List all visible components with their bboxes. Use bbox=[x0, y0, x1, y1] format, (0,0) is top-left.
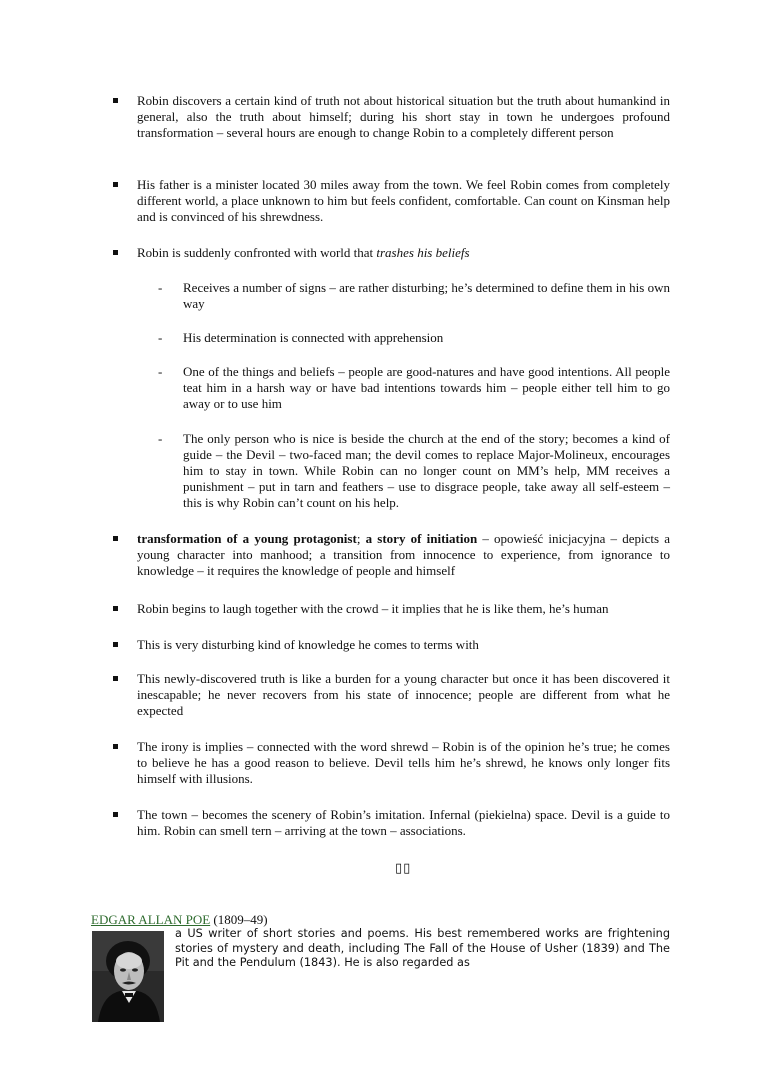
sub-item-text: His determination is connected with apprehension bbox=[183, 330, 444, 345]
sub-item-text: One of the things and beliefs – people are good-natures and have good intentions. All people teat him in a harsh way or have bad intentions towards him – people either tell him to go away or to use him bbox=[183, 364, 670, 411]
sub-item-text: Receives a number of signs – are rather disturbing; he’s determined to define them in his own way bbox=[183, 280, 670, 311]
bullet-text: This newly-discovered truth is like a burden for a young character but once it has been discovered it inescapable; he never recovers from his state of innocence; people are different from what he expected bbox=[137, 671, 670, 718]
bullet-text: The irony is implies – connected with the word shrewd – Robin is of the opinion he’s true; he comes to believe he has a good reason to believe. Devil tells him he’s shrewd, he knows only longer fits himself with illusions. bbox=[137, 739, 670, 786]
sub-list-item bbox=[158, 280, 670, 312]
square-bullet-icon bbox=[113, 182, 118, 187]
bullet-text-plain: Robin is suddenly confronted with world that bbox=[137, 245, 377, 260]
bullet-item bbox=[110, 739, 670, 787]
section-separator: ▯▯ bbox=[395, 861, 412, 876]
bullet-item bbox=[110, 177, 670, 225]
square-bullet-icon bbox=[113, 812, 118, 817]
square-bullet-icon bbox=[113, 606, 118, 611]
bullet-text bbox=[137, 531, 670, 579]
bullet-text: The town – becomes the scenery of Robin’s imitation. Infernal (piekielna) space. Devil is a guide to him. Robin can smell tern – arriving at the town – associations. bbox=[137, 807, 670, 838]
sub-item-text: The only person who is nice is beside the church at the end of the story; becomes a kind of guide – the Devil – two-faced man; the devil comes to replace Major-Molineux, encourages him to stay in town. While Robin can no longer count on MM’s help, MM receives a punishment – put in tarn and feathers – use to disgrace people, take away all self-esteem – this is why Robin can’t count on his help. bbox=[183, 431, 670, 510]
poe-heading bbox=[91, 912, 268, 928]
square-bullet-icon bbox=[113, 536, 118, 541]
dash-bullet: - bbox=[158, 280, 163, 295]
bold-term: a story of initiation bbox=[365, 531, 478, 546]
sub-list-item bbox=[158, 330, 670, 346]
bullet-text-separator: ; bbox=[356, 531, 366, 546]
bullet-text: His father is a minister located 30 miles away from the town. We feel Robin comes from completely different world, a place unknown to him but feels confident, comfortable. Can count on Kinsman help and is convinced of his shrewdness. bbox=[137, 177, 670, 224]
portrait-image bbox=[92, 931, 164, 1022]
bullet-text: This is very disturbing kind of knowledge he comes to terms with bbox=[137, 637, 479, 652]
square-bullet-icon bbox=[113, 98, 118, 103]
square-bullet-icon bbox=[113, 744, 118, 749]
bullet-item bbox=[110, 245, 670, 261]
bullet-item bbox=[110, 93, 670, 141]
bold-term: transformation of a young protagonist bbox=[137, 531, 357, 546]
bullet-text bbox=[137, 245, 670, 261]
poe-description: a US writer of short stories and poems. His best remembered works are frightening stories of mystery and death, including The Fall of the House of Usher (1839) and The Pit and the Pendulum (1843). He is also regarded as bbox=[175, 927, 670, 969]
dash-bullet: - bbox=[158, 364, 163, 379]
poe-portrait bbox=[92, 931, 164, 1022]
dash-bullet: - bbox=[158, 431, 163, 446]
square-bullet-icon bbox=[113, 250, 118, 255]
dash-bullet: - bbox=[158, 330, 163, 345]
sub-list-item bbox=[158, 431, 670, 511]
bullet-text: Robin begins to laugh together with the crowd – it implies that he is like them, he’s human bbox=[137, 601, 609, 616]
bullet-text-plain: – opowieść inicjacyjna – depicts a young character into manhood; a transition from innocence to experience, from ignorance to knowledge – it requires the knowledge of people and himself bbox=[137, 531, 670, 578]
bullet-item bbox=[110, 637, 670, 653]
square-bullet-icon bbox=[113, 676, 118, 681]
bullet-item bbox=[110, 671, 670, 719]
bullet-item bbox=[110, 601, 670, 617]
bullet-text: Robin discovers a certain kind of truth not about historical situation but the truth about humankind in general, also the truth about himself; during his short stay in town he undergoes profound transformation – several hours are enough to change Robin to a completely different person bbox=[137, 93, 670, 140]
bullet-item bbox=[110, 531, 670, 579]
sub-list-item bbox=[158, 364, 670, 412]
poe-dates: (1809–49) bbox=[210, 912, 268, 927]
poe-name-link[interactable]: EDGAR ALLAN POE bbox=[91, 912, 211, 927]
bullet-item bbox=[110, 807, 670, 839]
square-bullet-icon bbox=[113, 642, 118, 647]
bullet-text-italic: trashes his beliefs bbox=[376, 245, 470, 260]
